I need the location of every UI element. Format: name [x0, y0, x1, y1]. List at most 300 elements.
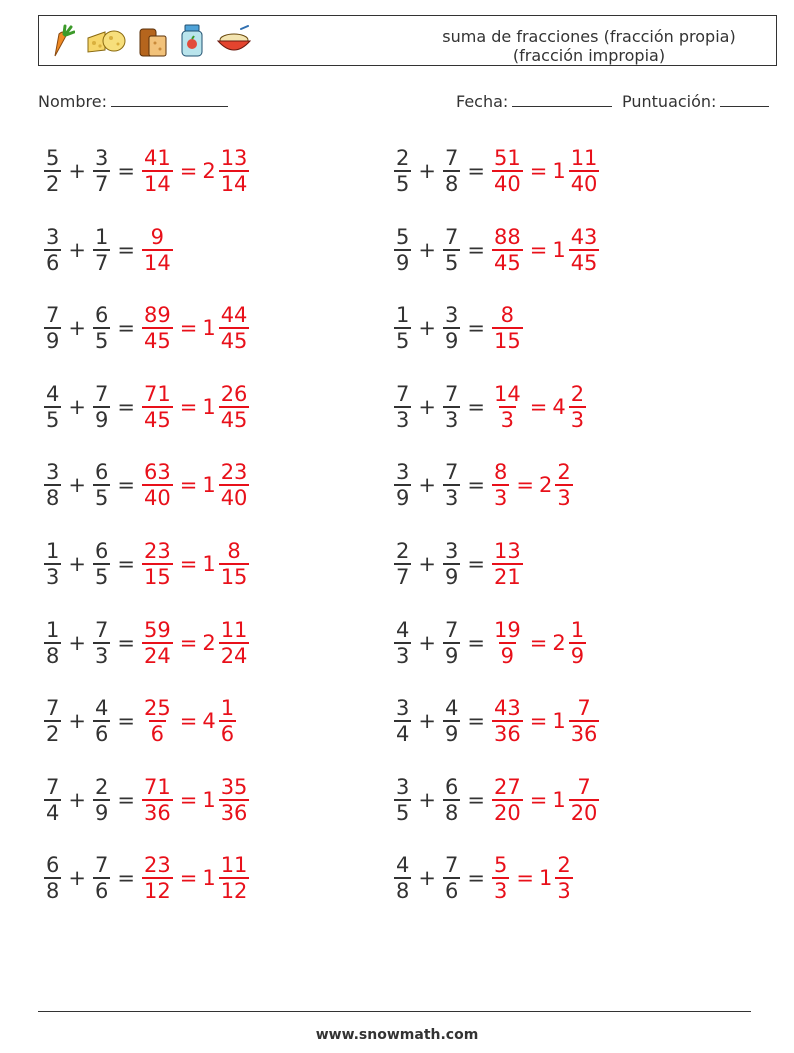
mixed-fraction-denominator: 6	[220, 722, 235, 747]
addend-2-numerator: 2	[94, 774, 109, 799]
mixed-fraction	[569, 382, 586, 432]
equals-sign: =	[117, 159, 135, 183]
addend-1	[44, 775, 61, 825]
addend-2-denominator: 5	[94, 329, 109, 354]
carrot-icon	[47, 24, 75, 58]
answer-fraction-numerator: 71	[143, 381, 171, 406]
addend-2	[93, 460, 110, 510]
answer-fraction-numerator: 63	[143, 460, 171, 485]
answer-fraction	[142, 696, 173, 746]
answer-fraction-denominator: 15	[493, 329, 521, 354]
mixed-fraction-numerator: 35	[220, 774, 248, 799]
equals-sign: =	[467, 630, 485, 655]
answer-fraction-numerator: 88	[493, 224, 521, 249]
addend-2	[93, 303, 110, 353]
mixed-fraction	[219, 382, 250, 432]
addend-1	[394, 225, 411, 275]
addend-1	[394, 775, 411, 825]
mixed-fraction	[219, 696, 236, 746]
equals-sign: =	[529, 787, 548, 812]
equals-sign: =	[467, 237, 485, 262]
problem-12	[392, 534, 525, 594]
mixed-fraction-denominator: 45	[220, 407, 248, 432]
mixed-whole: 1	[552, 709, 566, 734]
equals-sign: =	[117, 316, 135, 341]
answer-fraction-denominator: 3	[493, 879, 508, 904]
addend-2	[443, 539, 460, 589]
equals-sign: =	[179, 630, 198, 655]
plus-sign: +	[68, 237, 86, 262]
plus-sign: +	[418, 473, 436, 498]
addend-1	[44, 146, 61, 196]
answer-fraction-denominator: 14	[143, 250, 171, 275]
addend-2-numerator: 4	[444, 696, 459, 721]
equals-sign: =	[117, 630, 135, 655]
equals-sign: =	[529, 159, 548, 183]
mixed-fraction	[219, 303, 250, 353]
addend-1-numerator: 4	[396, 617, 410, 642]
answer-fraction	[492, 146, 523, 196]
addend-2-numerator: 6	[94, 303, 109, 328]
date-field[interactable]	[456, 92, 612, 111]
mixed-fraction	[219, 618, 250, 668]
answer-fraction-denominator: 40	[143, 486, 171, 511]
answer-fraction	[492, 460, 509, 510]
mixed-whole: 1	[552, 159, 566, 183]
answer-fraction-numerator: 14	[493, 381, 521, 406]
answer-fraction	[142, 853, 173, 903]
answer-fraction-denominator: 21	[493, 565, 521, 589]
addend-2-numerator: 6	[94, 460, 109, 485]
answer-fraction-denominator: 3	[493, 486, 508, 511]
equals-sign: =	[467, 316, 485, 341]
problem-17	[42, 770, 251, 830]
plus-sign: +	[418, 316, 436, 341]
answer-fraction	[142, 618, 173, 668]
answer-fraction-numerator: 27	[493, 774, 521, 799]
addend-1-denominator: 4	[46, 800, 60, 825]
addend-1-denominator: 8	[46, 879, 60, 904]
addend-1	[44, 853, 61, 903]
addend-1	[394, 853, 411, 903]
mixed-whole: 1	[202, 787, 216, 812]
mixed-whole: 1	[202, 552, 216, 576]
mixed-whole: 2	[202, 630, 216, 655]
plus-sign: +	[68, 709, 86, 734]
addend-2-denominator: 3	[444, 407, 459, 432]
plus-sign: +	[68, 787, 86, 812]
mixed-whole: 1	[202, 866, 216, 891]
addend-1-denominator: 9	[396, 486, 410, 511]
mixed-whole: 2	[552, 630, 566, 655]
addend-1-denominator: 3	[396, 407, 410, 432]
addend-2-denominator: 3	[444, 486, 459, 511]
problem-19	[42, 848, 251, 908]
addend-1-numerator: 3	[46, 224, 60, 249]
addend-1	[44, 539, 61, 589]
addend-1-numerator: 3	[396, 460, 410, 485]
addend-1	[44, 382, 61, 432]
addend-2	[93, 696, 110, 746]
equals-sign: =	[516, 866, 534, 891]
mixed-whole: 1	[202, 473, 216, 498]
equals-sign: =	[467, 866, 485, 891]
answer-fraction	[142, 382, 173, 432]
title-line-2: (fracción impropia)	[512, 46, 666, 65]
score-field[interactable]	[622, 92, 769, 111]
addend-1	[44, 618, 61, 668]
plus-sign: +	[418, 237, 436, 262]
answer-fraction	[492, 539, 523, 589]
problem-13	[42, 613, 251, 673]
name-label: Nombre:	[38, 92, 107, 111]
addend-2-numerator: 7	[444, 146, 459, 170]
mixed-fraction-denominator: 45	[570, 250, 598, 275]
addend-2-denominator: 8	[444, 800, 459, 825]
answer-fraction-denominator: 45	[143, 407, 171, 432]
mixed-fraction-denominator: 20	[570, 800, 598, 825]
answer-fraction-denominator: 20	[493, 800, 521, 825]
addend-2-numerator: 7	[94, 381, 109, 406]
addend-2	[443, 460, 460, 510]
problem-7	[42, 377, 251, 437]
answer-fraction-denominator: 9	[500, 643, 515, 668]
mixed-fraction	[569, 618, 586, 668]
answer-fraction-denominator: 3	[500, 407, 515, 432]
addend-1-denominator: 8	[396, 879, 410, 904]
plus-sign: +	[68, 866, 86, 891]
plus-sign: +	[68, 473, 86, 498]
addend-1-numerator: 2	[396, 539, 410, 563]
mixed-whole: 1	[202, 394, 216, 419]
problem-16	[392, 691, 601, 751]
problem-14	[392, 613, 588, 673]
answer-fraction-numerator: 9	[150, 224, 165, 249]
addend-2-denominator: 7	[94, 172, 109, 196]
equals-sign: =	[467, 394, 485, 419]
mixed-fraction	[219, 460, 250, 510]
equals-sign: =	[529, 237, 548, 262]
addend-2	[93, 853, 110, 903]
date-label: Fecha:	[456, 92, 509, 111]
mixed-fraction-numerator: 8	[227, 539, 241, 563]
equals-sign: =	[179, 394, 198, 419]
problem-8	[392, 377, 588, 437]
addend-1	[394, 539, 411, 589]
addend-2-numerator: 7	[94, 617, 109, 642]
mixed-fraction-denominator: 45	[220, 329, 248, 354]
addend-2	[93, 618, 110, 668]
equals-sign: =	[179, 552, 198, 576]
addend-1	[44, 225, 61, 275]
mixed-fraction	[219, 539, 250, 589]
answer-fraction	[142, 539, 173, 589]
addend-2-numerator: 4	[94, 696, 109, 721]
plus-sign: +	[418, 787, 436, 812]
problem-18	[392, 770, 601, 830]
mixed-fraction-numerator: 26	[220, 381, 248, 406]
answer-fraction-denominator: 40	[493, 172, 521, 196]
mixed-fraction-denominator: 9	[570, 643, 585, 668]
addend-1-denominator: 2	[46, 722, 60, 747]
mixed-fraction-denominator: 36	[570, 722, 598, 747]
answer-fraction-denominator: 24	[143, 643, 171, 668]
answer-fraction	[492, 696, 523, 746]
equals-sign: =	[117, 552, 135, 576]
equals-sign: =	[179, 866, 198, 891]
addend-1-denominator: 3	[396, 643, 410, 668]
addend-2	[443, 853, 460, 903]
addend-1-numerator: 3	[46, 460, 60, 485]
addend-1-denominator: 5	[396, 172, 410, 196]
equals-sign: =	[467, 787, 485, 812]
mixed-fraction-numerator: 7	[577, 774, 591, 799]
mixed-fraction-numerator: 11	[220, 617, 248, 642]
equals-sign: =	[179, 709, 198, 734]
addend-2	[443, 696, 460, 746]
answer-fraction	[142, 303, 173, 353]
answer-fraction-denominator: 6	[150, 722, 165, 747]
addend-2-denominator: 9	[94, 407, 109, 432]
problem-6	[392, 298, 525, 358]
addend-1-denominator: 9	[396, 250, 410, 275]
equals-sign: =	[117, 473, 135, 498]
addend-2	[443, 382, 460, 432]
addend-2-denominator: 8	[444, 172, 459, 196]
addend-1-numerator: 5	[396, 224, 410, 249]
cheese-icon	[85, 26, 127, 56]
mixed-fraction	[569, 696, 600, 746]
equals-sign: =	[529, 709, 548, 734]
answer-fraction-denominator: 15	[143, 565, 171, 589]
mixed-fraction-denominator: 24	[220, 643, 248, 668]
answer-fraction	[492, 775, 523, 825]
problem-2	[392, 141, 601, 201]
answer-fraction-numerator: 23	[143, 539, 171, 563]
answer-fraction	[142, 775, 173, 825]
score-blank[interactable]	[720, 92, 769, 107]
answer-fraction-numerator: 13	[493, 539, 521, 563]
addend-1-numerator: 7	[396, 381, 410, 406]
answer-fraction-numerator: 59	[143, 617, 171, 642]
mixed-fraction-denominator: 3	[557, 486, 571, 511]
worksheet-title	[439, 27, 739, 65]
mixed-fraction	[555, 853, 572, 903]
mixed-whole: 1	[552, 787, 566, 812]
mixed-fraction-numerator: 1	[220, 696, 235, 721]
addend-1-numerator: 4	[46, 381, 60, 406]
mixed-fraction	[569, 146, 600, 196]
addend-2	[443, 618, 460, 668]
mixed-whole: 2	[202, 159, 216, 183]
addend-1-numerator: 1	[46, 539, 60, 563]
answer-fraction	[492, 618, 523, 668]
addend-2-denominator: 5	[94, 486, 109, 511]
addend-1-denominator: 5	[396, 800, 410, 825]
equals-sign: =	[117, 866, 135, 891]
equals-sign: =	[467, 709, 485, 734]
mixed-fraction-denominator: 12	[220, 879, 248, 904]
addend-2-numerator: 3	[444, 303, 459, 328]
answer-fraction-numerator: 89	[143, 303, 171, 328]
problem-3	[42, 220, 175, 280]
plus-sign: +	[68, 552, 86, 576]
plus-sign: +	[418, 709, 436, 734]
plus-sign: +	[418, 866, 436, 891]
footer-url: www.snowmath.com	[315, 1027, 479, 1043]
score-label: Puntuación:	[622, 92, 717, 111]
addend-1	[394, 618, 411, 668]
addend-1	[44, 696, 61, 746]
mixed-fraction	[219, 775, 250, 825]
mixed-fraction-denominator: 3	[557, 879, 571, 904]
mixed-fraction	[569, 225, 600, 275]
addend-2	[93, 382, 110, 432]
addend-2-denominator: 6	[94, 722, 109, 747]
addend-1-numerator: 5	[46, 146, 60, 170]
addend-2	[93, 225, 110, 275]
answer-fraction-numerator: 41	[143, 146, 171, 170]
equals-sign: =	[529, 394, 548, 419]
equals-sign: =	[179, 473, 198, 498]
title-line-1: suma de fracciones (fracción propia)	[442, 27, 736, 46]
addend-2-denominator: 7	[94, 250, 109, 275]
mixed-fraction-numerator: 7	[577, 696, 591, 721]
addend-1-denominator: 8	[46, 643, 60, 668]
answer-fraction	[492, 853, 509, 903]
date-blank[interactable]	[512, 92, 612, 107]
addend-1-numerator: 7	[46, 774, 60, 799]
mixed-whole: 1	[538, 866, 553, 891]
answer-fraction-denominator: 36	[493, 722, 521, 747]
mixed-fraction-numerator: 1	[570, 617, 585, 642]
addend-2	[443, 146, 460, 196]
addend-1-numerator: 4	[396, 853, 410, 878]
plus-sign: +	[68, 630, 86, 655]
addend-2-denominator: 5	[94, 565, 109, 589]
problem-1	[42, 141, 251, 201]
mixed-fraction-numerator: 2	[557, 853, 571, 878]
mixed-whole: 2	[538, 473, 553, 498]
answer-fraction-denominator: 45	[493, 250, 521, 275]
addend-1-denominator: 9	[46, 329, 60, 354]
addend-2	[443, 303, 460, 353]
addend-2-numerator: 3	[94, 146, 109, 170]
mixed-fraction-numerator: 11	[570, 146, 598, 170]
mixed-whole: 1	[202, 316, 216, 341]
answer-fraction-numerator: 23	[143, 853, 171, 878]
addend-2-numerator: 7	[444, 381, 459, 406]
mixed-fraction-denominator: 14	[220, 172, 248, 196]
addend-1-denominator: 5	[396, 329, 410, 354]
answer-fraction-numerator: 19	[493, 617, 521, 642]
addend-2-denominator: 9	[444, 643, 459, 668]
addend-2-numerator: 1	[94, 224, 109, 249]
answer-fraction	[492, 303, 523, 353]
answer-fraction-numerator: 8	[500, 303, 515, 328]
equals-sign: =	[117, 237, 135, 262]
problem-20	[392, 848, 575, 908]
addend-2	[443, 225, 460, 275]
jam-jar-icon	[179, 23, 205, 59]
mixed-fraction-numerator: 43	[570, 224, 598, 249]
addend-2-denominator: 3	[94, 643, 109, 668]
bowl-icon	[215, 25, 253, 57]
addend-1-denominator: 8	[46, 486, 60, 511]
addend-1	[44, 303, 61, 353]
addend-2	[443, 775, 460, 825]
mixed-fraction-numerator: 11	[220, 853, 248, 878]
name-blank[interactable]	[111, 92, 228, 107]
plus-sign: +	[418, 552, 436, 576]
mixed-fraction-numerator: 2	[570, 381, 585, 406]
mixed-fraction-numerator: 2	[557, 460, 571, 485]
answer-fraction-denominator: 45	[143, 329, 171, 354]
mixed-fraction	[569, 775, 600, 825]
equals-sign: =	[179, 787, 198, 812]
addend-2-denominator: 9	[444, 329, 459, 354]
icon-strip	[47, 22, 253, 60]
mixed-fraction-denominator: 3	[570, 407, 585, 432]
answer-fraction-numerator: 51	[493, 146, 521, 170]
addend-2-denominator: 5	[444, 250, 459, 275]
answer-fraction-denominator: 12	[143, 879, 171, 904]
addend-2-denominator: 9	[444, 722, 459, 747]
answer-fraction	[142, 225, 173, 275]
mixed-fraction-numerator: 44	[220, 303, 248, 328]
addend-2-numerator: 6	[94, 539, 109, 563]
answer-fraction-denominator: 14	[143, 172, 171, 196]
addend-2	[93, 775, 110, 825]
answer-fraction	[142, 460, 173, 510]
addend-2-denominator: 9	[444, 565, 459, 589]
addend-2-numerator: 6	[444, 774, 459, 799]
answer-fraction	[492, 382, 523, 432]
equals-sign: =	[117, 787, 135, 812]
answer-fraction-numerator: 43	[493, 696, 521, 721]
addend-1	[394, 382, 411, 432]
equals-sign: =	[179, 316, 198, 341]
problem-4	[392, 220, 601, 280]
addend-1-denominator: 6	[46, 250, 60, 275]
footer-divider	[38, 1011, 751, 1012]
answer-fraction-numerator: 71	[143, 774, 171, 799]
problem-5	[42, 298, 251, 358]
addend-1-numerator: 6	[46, 853, 60, 878]
addend-2-numerator: 7	[444, 853, 459, 878]
addend-1	[394, 460, 411, 510]
equals-sign: =	[117, 394, 135, 419]
addend-2-numerator: 3	[444, 539, 459, 563]
equals-sign: =	[467, 473, 485, 498]
answer-fraction	[492, 225, 523, 275]
problem-15	[42, 691, 238, 751]
problem-9	[42, 455, 251, 515]
name-field[interactable]	[38, 92, 228, 111]
mixed-fraction-numerator: 13	[220, 146, 248, 170]
header-box	[38, 15, 777, 66]
mixed-whole: 4	[552, 394, 566, 419]
equals-sign: =	[179, 159, 198, 183]
plus-sign: +	[418, 630, 436, 655]
addend-1	[44, 460, 61, 510]
equals-sign: =	[529, 630, 548, 655]
problem-11	[42, 534, 251, 594]
equals-sign: =	[117, 709, 135, 734]
answer-fraction-denominator: 36	[143, 800, 171, 825]
mixed-fraction-denominator: 40	[220, 486, 248, 511]
addend-1-numerator: 1	[46, 617, 60, 642]
